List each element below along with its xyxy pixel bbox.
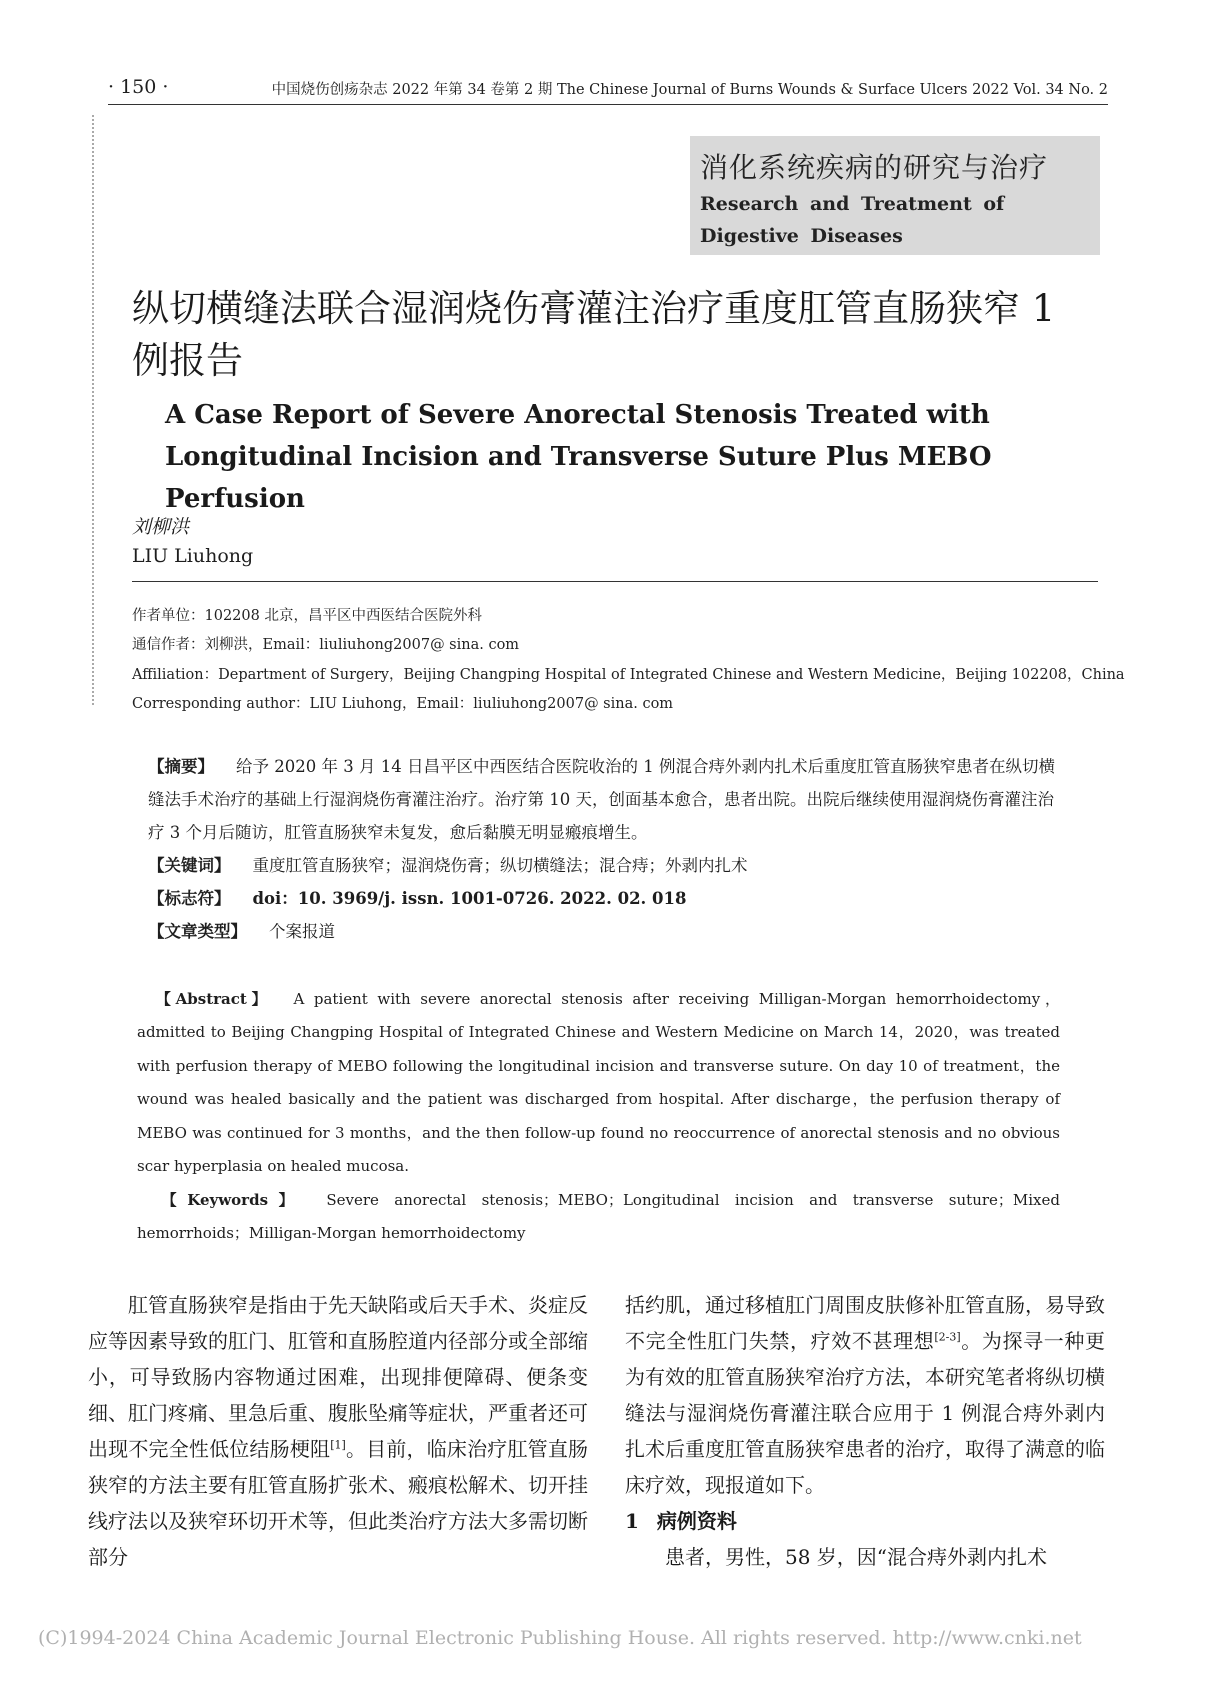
doi-line	[148, 882, 1060, 915]
intro-text-cont: 。目前，临床治疗肛管直肠狭窄的方法主要有肛管直肠扩张术、瘢痕松解术、切开挂线疗法以及狭窄环切开术等，但此类治疗方法大多需切断部分	[88, 1437, 588, 1569]
citation-2-3: [2-3]	[934, 1330, 961, 1344]
case-paragraph: 患者，男性，58 岁，因“混合痔外剥内扎术	[665, 1545, 1048, 1569]
article-title-en: A Case Report of Severe Anorectal Stenosis Treated with Longitudinal Incision and Transverse Suture Plus MEBO Perfusion	[165, 400, 992, 514]
keywords-en-label: 【Keywords】	[151, 1191, 305, 1209]
corresponding-en: Corresponding author：LIU Liuhong，Email：liuliuhong2007@ sina. com	[132, 696, 674, 712]
copyright-footer: (C)1994-2024 China Academic Journal Electronic Publishing House. All rights reserved. http://www.cnki.net	[38, 1627, 1082, 1649]
affiliation-en: Affiliation：Department of Surgery，Beijing Changping Hospital of Integrated Chinese and Western Medicine，Beijing 102208，China	[132, 667, 1125, 683]
page-number: · 150 ·	[108, 76, 169, 98]
author-name-zh: 刘柳洪	[132, 516, 190, 538]
abstract-en	[137, 983, 1060, 1183]
abstract-zh	[148, 750, 1060, 849]
citation-1: [1]	[330, 1438, 346, 1452]
body-column-right	[625, 1287, 1105, 1575]
keywords-en-text: Severe anorectal stenosis；MEBO；Longitudinal incision and transverse suture；Mixed hemorrhoids；Milligan-Morgan hemorrhoidectomy	[137, 1191, 1060, 1243]
article-type-text: 个案报道	[269, 922, 335, 941]
keywords-en	[137, 1184, 1060, 1251]
abstract-zh-text: 给予 2020 年 3 月 14 日昌平区中西医结合医院收治的 1 例混合痔外剥内扎术后重度肛管直肠狭窄患者在纵切横缝法手术治疗的基础上行湿润烧伤膏灌注治疗。治疗第 10 天，创面基本愈合，患者出院。出院后继续使用湿润烧伤膏灌注治疗 3 个月后随访，肛管直肠狭窄未复发，愈后黏膜无明显瘢痕增生。	[148, 757, 1055, 842]
abstract-en-label: 【Abstract】	[151, 990, 272, 1008]
keywords-zh	[148, 849, 1060, 882]
section-heading-1	[625, 1503, 1105, 1539]
scan-edge-artifact	[92, 115, 98, 705]
doi-label: 【标志符】	[148, 889, 231, 908]
article-title-zh: 纵切横缝法联合湿润烧伤膏灌注治疗重度肛管直肠狭窄 1 例报告	[132, 287, 1056, 382]
corresponding-zh: 通信作者：刘柳洪，Email：liuliuhong2007@ sina. com	[132, 637, 520, 653]
intro-paragraph	[88, 1287, 588, 1575]
header-rule	[108, 104, 1108, 105]
page-header	[108, 72, 1108, 104]
intro-text: 肛管直肠狭窄是指由于先天缺陷或后天手术、炎症反应等因素导致的肛门、肛管和直肠腔道内径部分或全部缩小，可导致肠内容物通过困难，出现排便障碍、便条变细、肛门疼痛、里急后重、腹胀坠痛等症状，严重者还可出现不完全性低位结肠梗阻	[88, 1293, 588, 1461]
abstract-zh-label: 【摘要】	[148, 757, 214, 776]
intro-paragraph-cont	[625, 1287, 1105, 1503]
affiliation-zh: 作者单位：102208 北京，昌平区中西医结合医院外科	[132, 608, 482, 624]
author-name-en: LIU Liuhong	[132, 545, 254, 567]
body-column-left	[88, 1287, 588, 1575]
doi-text: doi：10. 3969/j. issn. 1001-0726. 2022. 02. 018	[252, 889, 687, 908]
section-title-en: Research and Treatment of Digestive Diseases	[700, 193, 1005, 247]
section-title: 病例资料	[656, 1509, 737, 1533]
intro-right-text-cont: 。为探寻一种更为有效的肛管直肠狭窄治疗方法，本研究笔者将纵切横缝法与湿润烧伤膏灌注联合应用于 1 例混合痔外剥内扎术后重度肛管直肠狭窄患者的治疗，取得了满意的临床疗效，现报道如下。	[625, 1329, 1106, 1497]
section-banner	[690, 136, 1100, 255]
keywords-zh-label: 【关键词】	[148, 856, 231, 875]
keywords-zh-text: 重度肛管直肠狭窄；湿润烧伤膏；纵切横缝法；混合痔；外剥内扎术	[252, 856, 748, 875]
article-type-label: 【文章类型】	[148, 922, 247, 941]
article-type-line	[148, 915, 1060, 948]
section-title-zh: 消化系统疾病的研究与治疗	[700, 151, 1049, 184]
section-number: 1	[625, 1509, 639, 1533]
running-head: 中国烧伤创疡杂志 2022 年第 34 卷第 2 期 The Chinese Journal of Burns Wounds & Surface Ulcers 2022 Vol. 34 No. 2	[271, 82, 1108, 98]
author-rule	[132, 581, 1098, 582]
intro-right-text: 括约肌，通过移植肛门周围皮肤修补肛管直肠，易导致不完全性肛门失禁，疗效不甚理想	[625, 1293, 1105, 1353]
abstract-en-text: A patient with severe anorectal stenosis after receiving Milligan-Morgan hemorrhoidectomy，admitted to Beijing Changping Hospital of Integrated Chinese and Western Medicine on March 14，2020，was treated with perfusion therapy of MEBO following the longitudinal incision and transverse suture. On day 10 of treatment，the wound was healed basically and the patient was discharged from hospital. After discharge，the perfusion therapy of MEBO was continued for 3 months，and the then follow-up found no reoccurrence of anorectal stenosis and no obvious scar hyperplasia on healed mucosa.	[137, 990, 1061, 1176]
